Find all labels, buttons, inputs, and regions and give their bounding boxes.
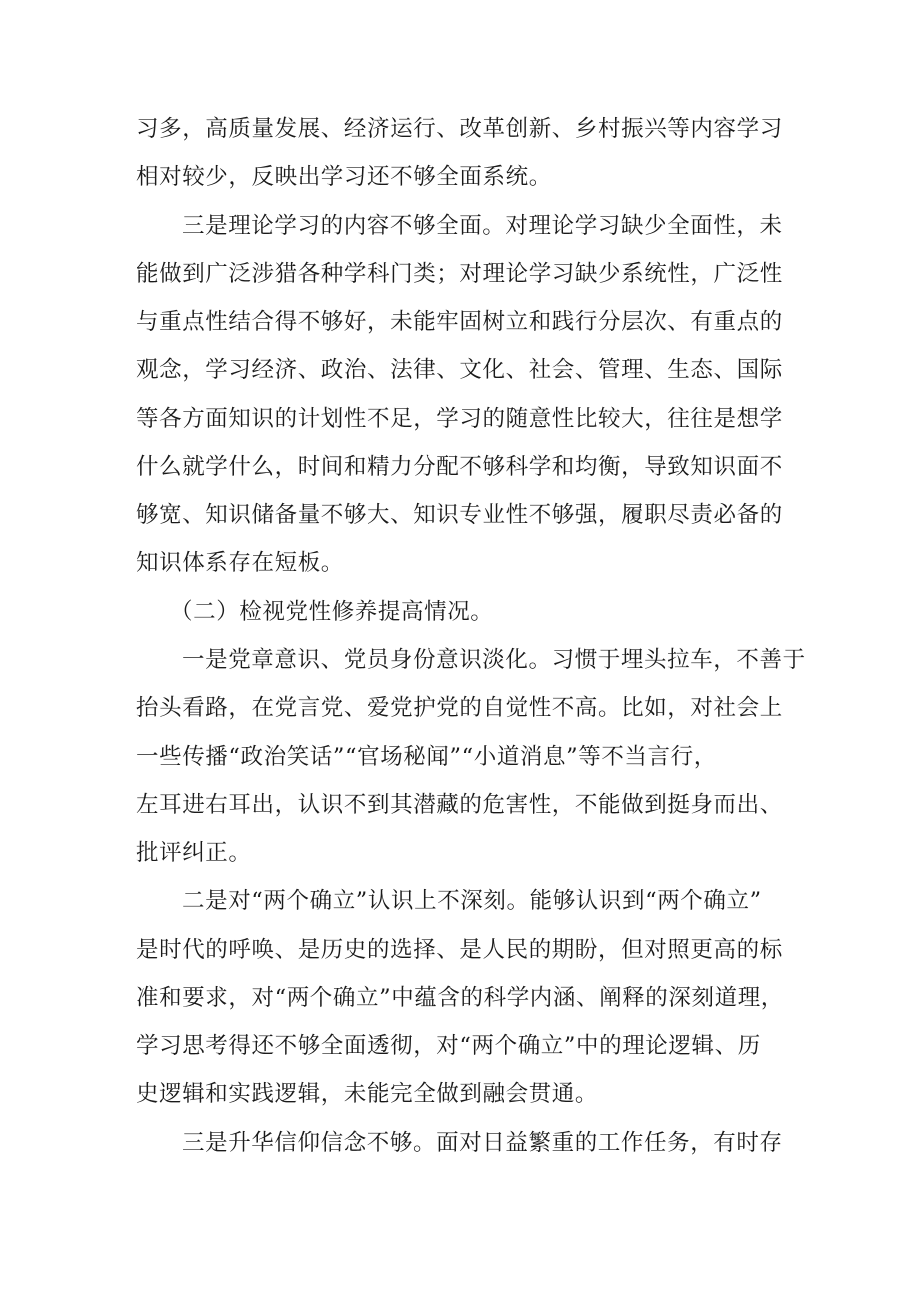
text-line: 二是对“两个确立”认识上不深刻。能够认识到“两个确立” — [182, 888, 762, 914]
text-line: 一些传播“政治笑话”“官场秘闻”“小道消息”等不当言行， — [136, 744, 717, 770]
text-line: 是时代的呼唤、是历史的选择、是人民的期盼，但对照更高的标 — [136, 937, 783, 963]
text-line: 学习思考得还不够全面透彻，对“两个确立”中的理论逻辑、历 — [136, 1033, 761, 1059]
text-line: 三是升华信仰信念不够。面对日益繁重的工作任务，有时存 — [182, 1130, 783, 1156]
text-line: 抬头看路，在党言党、爱党护党的自觉性不高。比如，对社会上 — [136, 695, 783, 721]
text-line: 够宽、知识储备量不够大、知识专业性不够强，履职尽责必备的 — [136, 502, 783, 528]
text-line: 一是党章意识、党员身份意识淡化。习惯于埋头拉车，不善于 — [182, 647, 806, 673]
text-line: 批评纠正。 — [136, 840, 252, 866]
text-line: 与重点性结合得不够好，未能牢固树立和践行分层次、有重点的 — [136, 309, 783, 335]
text-line: 三是理论学习的内容不够全面。对理论学习缺少全面性，未 — [182, 213, 783, 239]
text-line: 史逻辑和实践逻辑，未能完全做到融会贯通。 — [136, 1081, 599, 1107]
section-heading: （二）检视党性修养提高情况。 — [170, 599, 494, 625]
text-line: 等各方面知识的计划性不足，学习的随意性比较大，往往是想学 — [136, 406, 783, 432]
text-line: 观念，学习经济、政治、法律、文化、社会、管理、生态、国际 — [136, 357, 783, 383]
text-line: 准和要求，对“两个确立”中蕴含的科学内涵、阐释的深刻道理， — [136, 985, 784, 1011]
text-line: 知识体系存在短板。 — [136, 550, 344, 576]
text-line: 能做到广泛涉猎各种学科门类；对理论学习缺少系统性，广泛性 — [136, 261, 783, 287]
text-line: 左耳进右耳出，认识不到其潜藏的危害性，不能做到挺身而出、 — [136, 792, 783, 818]
text-line: 相对较少，反映出学习还不够全面系统。 — [136, 164, 552, 190]
text-line: 习多，高质量发展、经济运行、改革创新、乡村振兴等内容学习 — [136, 116, 783, 142]
text-line: 什么就学什么，时间和精力分配不够科学和均衡，导致知识面不 — [136, 454, 783, 480]
